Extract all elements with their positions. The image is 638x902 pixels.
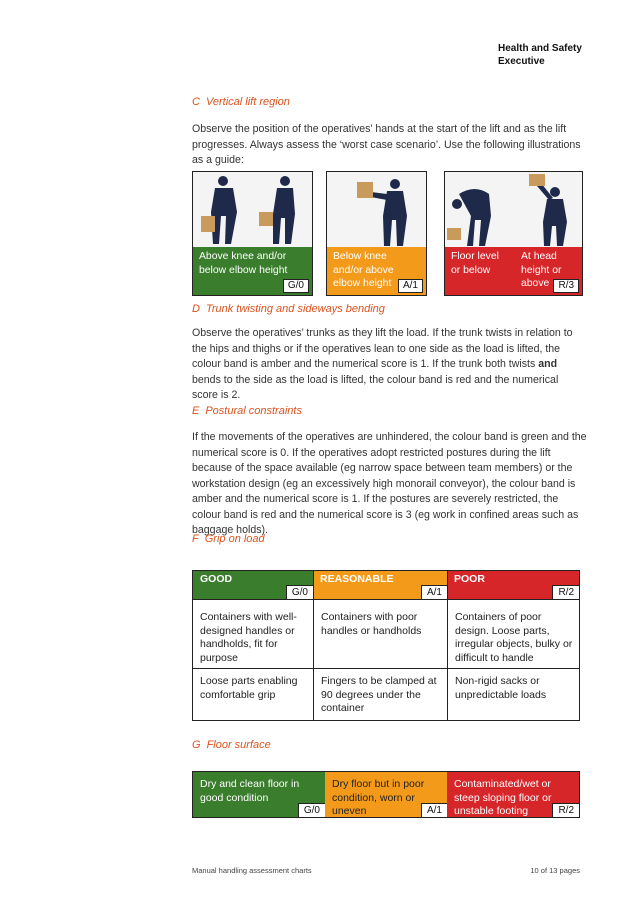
floor-good-score: G/0 bbox=[298, 803, 325, 817]
amber-lift-figure bbox=[327, 172, 426, 247]
floor-surface-table bbox=[192, 771, 580, 818]
floor-cell-red bbox=[447, 772, 579, 817]
illustration-amber bbox=[326, 171, 427, 296]
grip-row-divider bbox=[193, 668, 579, 669]
grip-header-good bbox=[193, 571, 313, 599]
footer-document-title: Manual handling assessment charts bbox=[192, 866, 312, 875]
section-g-heading bbox=[192, 739, 271, 751]
floor-amber-score: A/1 bbox=[421, 803, 447, 817]
grip-header-poor bbox=[447, 571, 579, 599]
green-band bbox=[193, 247, 312, 295]
grip-poor-row1: Containers of poor design. Loose parts, irregular objects, bulky or difficult to handle bbox=[455, 611, 573, 664]
grip-header-divider bbox=[193, 599, 579, 600]
red-band bbox=[445, 247, 582, 295]
grip-col-divider-1 bbox=[313, 571, 314, 720]
section-d-body-part2: bends to the side as the load is lifted, the colour band is red and the numerical score is 2. bbox=[192, 373, 559, 401]
section-d-body-bold: and bbox=[538, 358, 558, 370]
section-c-letter: C bbox=[192, 96, 200, 108]
amber-band-label: Below knee and/or above elbow height bbox=[333, 251, 394, 289]
floor-cell-good bbox=[193, 772, 325, 817]
section-d-body-part1: Observe the operatives’ trunks as they lift the load. If the trunk twists in relation to the hips and thighs or if the operatives lean to one side as the load is lifted, the colour band is amber and the numerical score is 1. If the trunk both twists bbox=[192, 327, 573, 370]
grip-header-good-title: GOOD bbox=[200, 573, 233, 585]
section-f-letter: F bbox=[192, 533, 199, 545]
section-d-letter: D bbox=[192, 303, 200, 315]
grip-good-row2: Loose parts enabling comfortable grip bbox=[200, 675, 298, 701]
illustration-red bbox=[444, 171, 583, 296]
grip-good-row1: Containers with well-designed handles or handholds, fit for purpose bbox=[200, 611, 297, 664]
grip-header-good-score: G/0 bbox=[286, 585, 313, 599]
section-e-heading bbox=[192, 405, 302, 417]
section-c-body: Observe the position of the operatives’ hands at the start of the lift and as the lift progresses. Always assess the ‘worst case scenario’. Use the following illustrations as a guide: bbox=[192, 123, 581, 166]
green-band-label: Above knee and/or below elbow height bbox=[199, 251, 288, 276]
illustration-green bbox=[192, 171, 313, 296]
section-c-heading bbox=[192, 96, 290, 108]
section-g-letter: G bbox=[192, 739, 201, 751]
red-band-label-left: Floor level or below bbox=[451, 251, 499, 276]
grip-poor-row2: Non-rigid sacks or unpredictable loads bbox=[455, 675, 547, 701]
grip-reasonable-row2: Fingers to be clamped at 90 degrees under the container bbox=[321, 675, 437, 714]
floor-cell-amber bbox=[325, 772, 447, 817]
section-g-title: Floor surface bbox=[206, 739, 271, 751]
footer-page-number: 10 of 13 pages bbox=[530, 866, 580, 875]
grip-header-reasonable-title: REASONABLE bbox=[320, 573, 394, 585]
red-band-label-right: At head height or above bbox=[521, 251, 562, 289]
grip-table bbox=[192, 570, 580, 721]
org-line-1: Health and Safety bbox=[498, 43, 582, 54]
amber-band bbox=[327, 247, 426, 295]
amber-score: A/1 bbox=[398, 279, 423, 293]
section-f-heading bbox=[192, 533, 265, 545]
section-e-letter: E bbox=[192, 405, 200, 417]
section-c-title: Vertical lift region bbox=[205, 96, 290, 108]
floor-good-label: Dry and clean floor in good condition bbox=[200, 778, 300, 804]
red-score: R/3 bbox=[553, 279, 579, 293]
red-lift-figures bbox=[445, 172, 582, 247]
section-d-heading bbox=[192, 303, 385, 315]
section-e-title: Postural constraints bbox=[205, 405, 302, 417]
floor-red-label: Contaminated/wet or steep sloping floor or unstable footing bbox=[454, 778, 552, 817]
org-line-2: Executive bbox=[498, 56, 545, 67]
section-d-title: Trunk twisting and sideways bending bbox=[205, 303, 385, 315]
grip-header-poor-title: POOR bbox=[454, 573, 485, 585]
grip-header-reasonable bbox=[313, 571, 447, 599]
organisation-name bbox=[498, 42, 618, 68]
green-score: G/0 bbox=[283, 279, 309, 293]
green-lift-figures bbox=[193, 172, 312, 247]
section-f-title: Grip on load bbox=[204, 533, 265, 545]
floor-red-score: R/2 bbox=[552, 803, 579, 817]
grip-header-poor-score: R/2 bbox=[552, 585, 579, 599]
grip-header-reasonable-score: A/1 bbox=[421, 585, 447, 599]
grip-reasonable-row1: Containers with poor handles or handholds bbox=[321, 611, 422, 637]
floor-amber-label: Dry floor but in poor condition, worn or uneven bbox=[332, 778, 425, 817]
section-d-body bbox=[192, 326, 587, 404]
grip-col-divider-2 bbox=[447, 571, 448, 720]
section-e-body: If the movements of the operatives are unhindered, the colour band is green and the numerical score is 0. If the operatives adopt restricted postures during the lift because of the space available (eg narrow space between team members) or the workstation design (eg an excessively high monorail conveyor), the colour band is amber and the numerical score is 1. If the postures are severely restricted, the colour band is red and the numerical score is 3 (eg work in confined areas such as baggage holds). bbox=[192, 431, 587, 536]
